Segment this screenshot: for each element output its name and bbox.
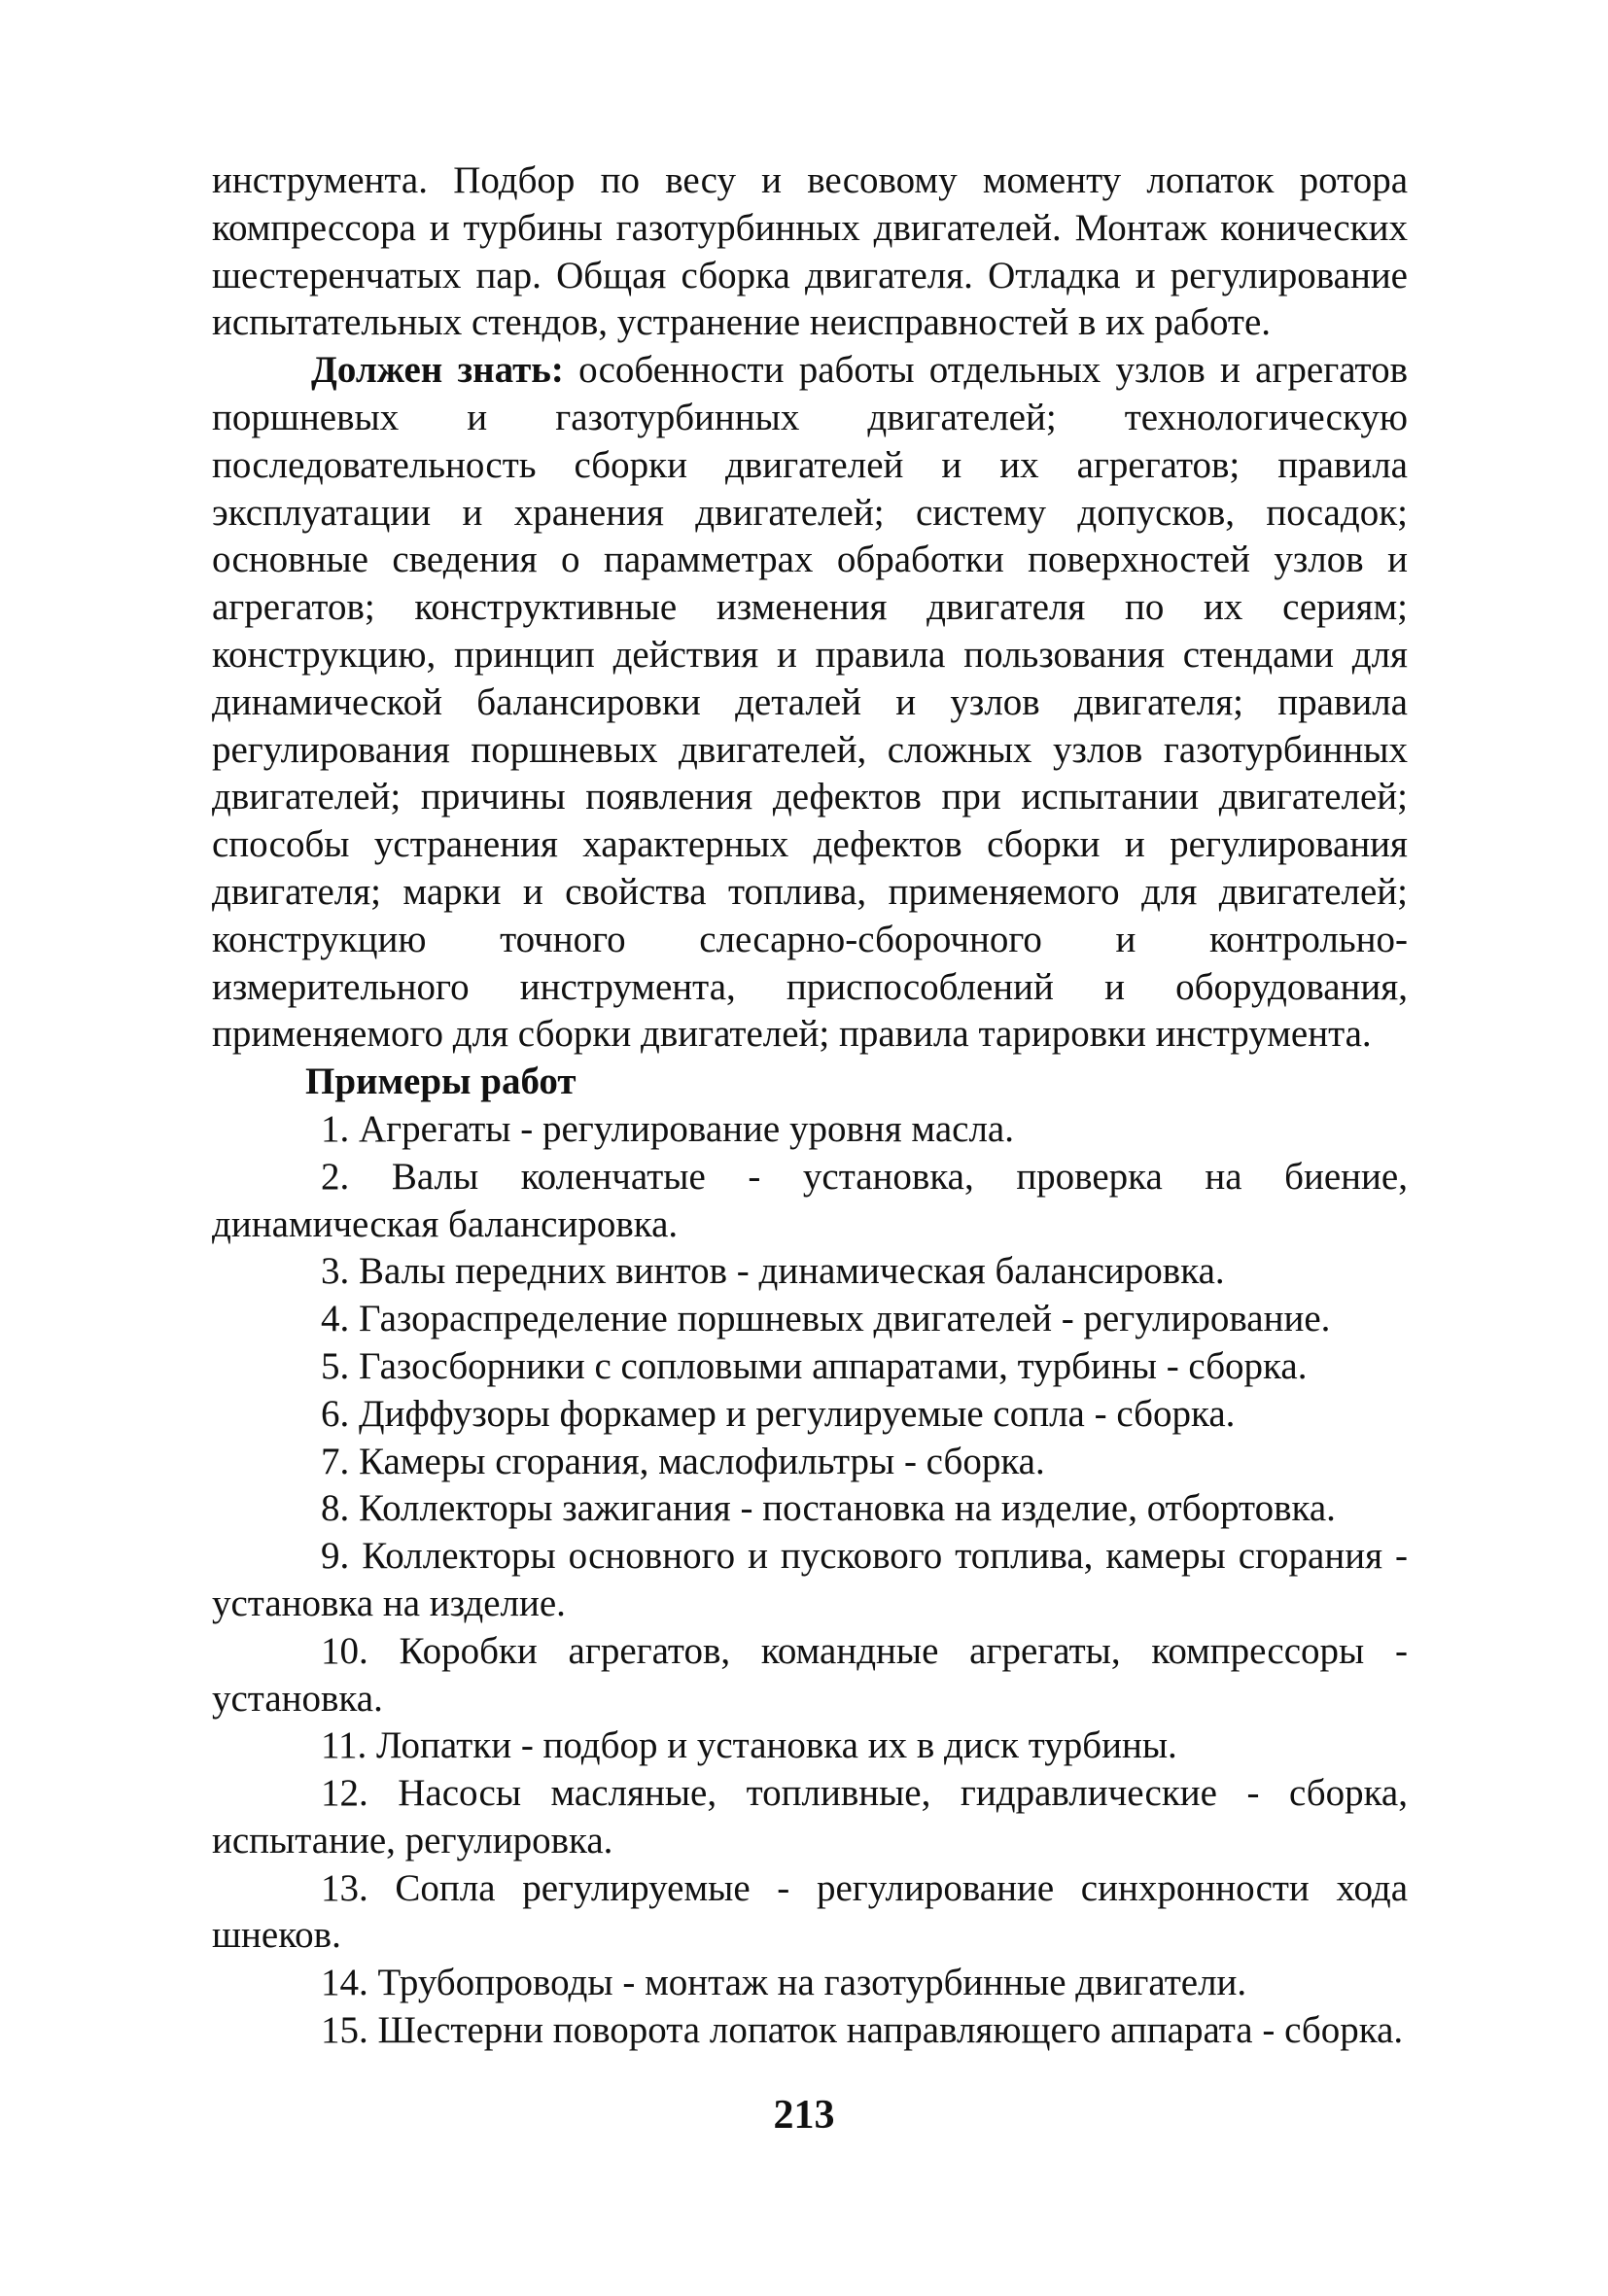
list-item: 7. Камеры сгорания, маслофильтры - сборка. bbox=[321, 1440, 1045, 1482]
list-item: 12. Насосы масляные, топливные, гидравлические - сборка, испытание, регулировка. bbox=[212, 1772, 1408, 1861]
list-item: 4. Газораспределение поршневых двигателей - регулирование. bbox=[321, 1298, 1331, 1340]
list-item: 3. Валы передних винтов - динамическая балансировка. bbox=[321, 1250, 1225, 1293]
knowledge-paragraph bbox=[212, 347, 1408, 1059]
list-item: 5. Газосборники с сопловыми аппаратами, турбины - сборка. bbox=[321, 1344, 1308, 1387]
knowledge-text: особенности работы отдельных узлов и агрегатов поршневых и газотурбинных двигателей; технологическую последовательность сборки двигателей и их агрегатов; правила эксплуатации и хранения двигателей; систему допусков, посадок; основные сведения о параммeтрах обработки поверхностей узлов и агрегатов; конструктивные изменения двигателя по их сериям; конструкцию, принцип действия и правила пользования стендами для динамической балансировки деталей и узлов двигателя; правила регулирования поршневых двигателей, сложных узлов газотурбинных двигателей; причины появления дефектов при испытании двигателей; способы устранения характерных дефектов сборки и регулирования двигателя; марки и свойства топлива, применяемого для двигателей; конструкцию точного слесарно-сборочного и контрольно-измерительного инструмента, приспособлений и оборудования, применяемого для сборки двигателей; правила тарировки инструмента. bbox=[212, 349, 1408, 1056]
intro-paragraph: инструмента. Подбор по весу и весовому моменту лопаток ротора компрессора и турбины газотурбинных двигателей. Монтаж конических шестеренчатых пар. Общая сборка двигателя. Отладка и регулирование испытательных стендов, устранение неисправностей в их работе. bbox=[212, 159, 1408, 344]
list-item: 9. Коллекторы основного и пускового топлива, камеры сгорания - установка на изделие. bbox=[212, 1535, 1408, 1624]
list-item: 14. Трубопроводы - монтаж на газотурбинные двигатели. bbox=[321, 1962, 1247, 2004]
list-item: 6. Диффузоры форкамер и регулируемые сопла - сборка. bbox=[321, 1392, 1236, 1435]
list-item: 1. Агрегаты - регулирование уровня масла. bbox=[321, 1107, 1014, 1150]
list-item: 10. Коробки агрегатов, командные агрегаты, компрессоры - установка. bbox=[212, 1629, 1408, 1720]
list-item: 2. Валы коленчатые - установка, проверка на биение, динамическая балансировка. bbox=[212, 1155, 1408, 1245]
examples-heading: Примеры работ bbox=[305, 1061, 577, 1103]
list-item: 8. Коллекторы зажигания - постановка на изделие, отбортовка. bbox=[321, 1487, 1336, 1530]
list-item: 15. Шестерни поворота лопаток направляющего аппарата - сборка. bbox=[321, 2009, 1404, 2052]
list-item: 11. Лопатки - подбор и установка их в диск турбины. bbox=[321, 1724, 1177, 1767]
page-number: 213 bbox=[773, 2093, 835, 2138]
knowledge-label: Должен знать: bbox=[311, 349, 564, 392]
page-body bbox=[212, 157, 1408, 2055]
examples-list bbox=[212, 1106, 1408, 2055]
list-item: 13. Сопла регулируемые - регулирование синхронности хода шнеков. bbox=[212, 1866, 1408, 1957]
